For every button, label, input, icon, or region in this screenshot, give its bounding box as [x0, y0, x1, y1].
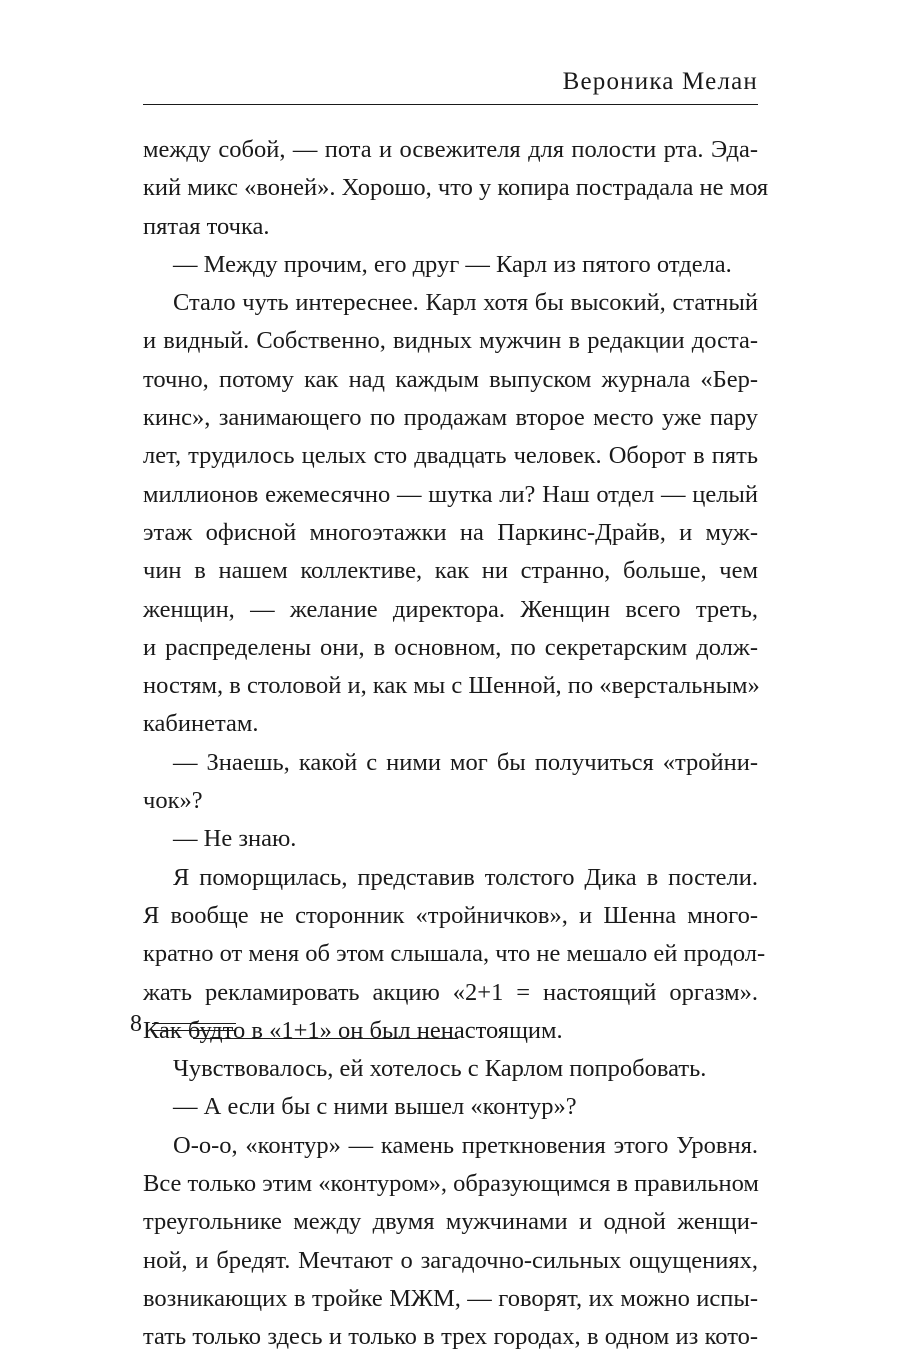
text-line: этаж офисной многоэтажки на Паркинс-Драйв, и муж- [143, 518, 758, 546]
text-line: и видный. Собственно, видных мужчин в редакции доста- [143, 327, 758, 355]
text-line: точно, потому как над каждым выпуском журнала «Бер- [143, 365, 758, 393]
text-line: возникающих в тройке МЖМ, — говорят, их можно испы- [143, 1284, 758, 1312]
text-line: лет, трудилось целых сто двадцать человек. Оборот в пять [143, 442, 758, 470]
text-line: чин в нашем коллективе, как ни странно, больше, чем [143, 557, 758, 585]
text-line: ной, и бредят. Мечтают о загадочно-сильных ощущениях, [143, 1246, 758, 1274]
text-line: кинс», занимающего по продажам второе место уже пару [143, 404, 758, 432]
page-number: 8 [130, 1011, 142, 1037]
text-line: — А если бы с ними вышел «контур»? [173, 1093, 577, 1121]
text-line: пятая точка. [143, 212, 270, 240]
text-line: Как будто в «1+1» он был ненастоящим. [143, 1016, 563, 1044]
header-rule [143, 104, 758, 105]
text-line: миллионов ежемесячно — шутка ли? Наш отдел — целый [143, 480, 758, 508]
footer-rule [193, 1038, 458, 1039]
text-line: и распределены они, в основном, по секретарским долж- [143, 633, 758, 661]
text-line: женщин, — желание директора. Женщин всего треть, [143, 595, 758, 623]
footer-rule [152, 1030, 236, 1031]
text-line: кратно от меня об этом слышала, что не мешало ей продол- [143, 940, 766, 968]
text-line: — Между прочим, его друг — Карл из пятого отдела. [173, 250, 732, 278]
text-line: Я вообще не сторонник «тройничков», и Шенна много- [143, 901, 758, 929]
text-line: Стало чуть интереснее. Карл хотя бы высокий, статный [173, 289, 758, 317]
running-header-author: Вероника Мелан [562, 68, 758, 95]
text-line: Все только этим «контуром», образующимся в правильном [143, 1170, 759, 1198]
text-line: кабинетам. [143, 710, 259, 738]
text-line: Чувствовалось, ей хотелось с Карлом попробовать. [173, 1055, 707, 1083]
footer-rule [152, 1023, 236, 1024]
body-text [143, 131, 769, 1357]
text-line: — Знаешь, какой с ними мог бы получиться «тройни- [173, 748, 758, 776]
text-line: — Не знаю. [173, 825, 297, 853]
text-line: треугольнике между двумя мужчинами и одной женщи- [143, 1208, 758, 1236]
text-line: чок»? [143, 787, 203, 815]
text-line: тать только здесь и только в трех городах, в одном из кото- [143, 1323, 758, 1351]
text-line: жать рекламировать акцию «2+1 = настоящий оргазм». [143, 978, 758, 1006]
text-line: кий микс «воней». Хорошо, что у копира пострадала не моя [143, 174, 769, 202]
text-line: Я поморщилась, представив толстого Дика в постели. [173, 863, 758, 891]
text-line: ностям, в столовой и, как мы с Шенной, по «верстальным» [143, 672, 760, 700]
text-line: О-о-о, «контур» — камень преткновения этого Уровня. [173, 1131, 758, 1159]
text-line: между собой, — пота и освежителя для полости рта. Эда- [143, 136, 758, 163]
